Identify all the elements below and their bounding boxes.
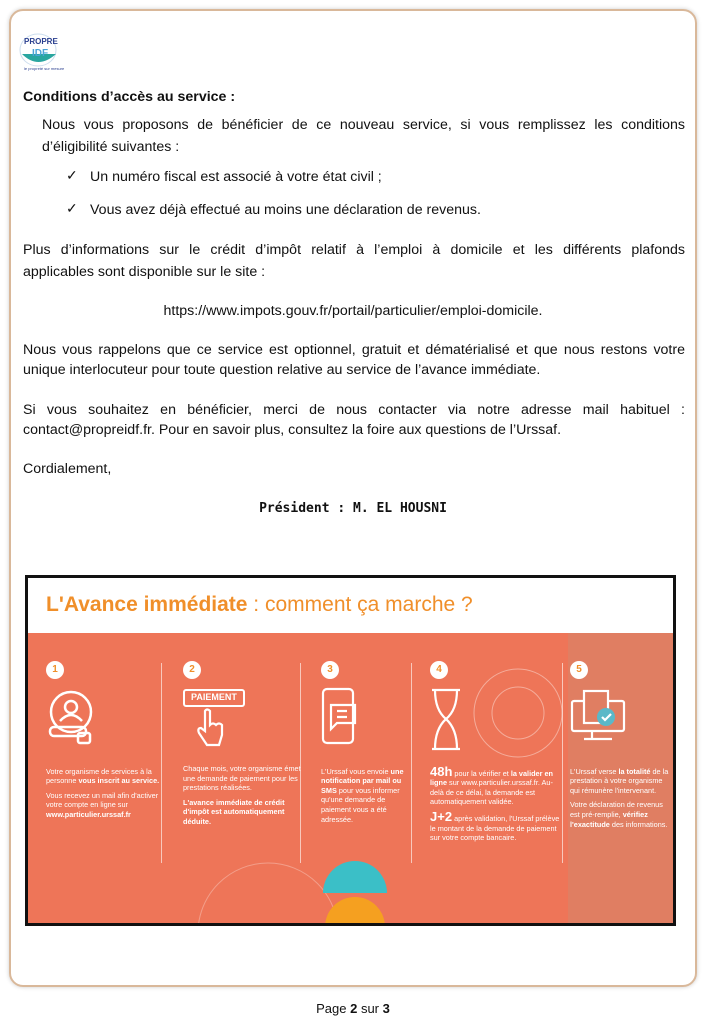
intro-text-2: d’éligibilité suivantes : <box>42 139 180 155</box>
signature: Président : M. EL HOUSNI <box>259 501 447 516</box>
condition-item: Un numéro fiscal est associé à votre état civil ; <box>90 169 382 185</box>
avance-immediate-infographic <box>25 575 676 926</box>
step-1: 1 Votre organisme de services à la personne vous inscrit au service. Vous recevez un mail afin d'activer votre compte en ligne sur www.particulier.urssaf.fr <box>46 661 166 825</box>
step-5: 5 L'Urssaf verse la totalité de la prestation à votre organisme qui rémunère l'intervenant. Votre déclaration de revenus est pré-remplie, vérifiez l'exactitude des informations. <box>570 661 670 834</box>
svg-text:PROPRE: PROPRE <box>24 37 58 46</box>
section-heading: Conditions d’accès au service : <box>23 89 236 105</box>
step-3: 3 L'Urssaf vous envoie une notification par mail ou SMS pour vous informer qu'une demande de paiement vous a été adressée. <box>321 661 411 829</box>
payment-button-hand-icon: PAIEMENT <box>183 687 303 752</box>
computer-check-icon <box>570 687 630 752</box>
step-4: 4 48h pour la vérifier et la valider en ligne sur www.particulier.urssaf.fr. Au-delà de ce délai, la demande est automatiquement validée. J+2 après validation, l'Urssaf prélève le montant de la demande de paiement sur votre compte bancaire. <box>430 661 560 848</box>
page-number: Page 2 sur 3 <box>316 1001 390 1016</box>
closing: Cordialement, <box>23 461 112 477</box>
step-number: 4 <box>430 661 448 679</box>
info-text: Plus d’informations sur le crédit d’impôt relatif à l’emploi à domicile et les différents plafonds <box>23 242 685 258</box>
propre-idf-logo <box>16 24 74 72</box>
checkmark-icon: ✓ <box>66 200 78 216</box>
hourglass-icon <box>430 687 490 752</box>
svg-text:le propreté sur mesure: le propreté sur mesure <box>24 66 65 71</box>
svg-text:IDF: IDF <box>32 48 49 59</box>
reminder-text: Nous vous rappelons que ce service est optionnel, gratuit et dématérialisé et que nous restons votre <box>23 342 685 358</box>
condition-item: Vous avez déjà effectué au moins une déclaration de revenus. <box>90 202 481 218</box>
step-number: 2 <box>183 661 201 679</box>
intro-text: Nous vous proposons de bénéficier de ce nouveau service, si vous remplissez les conditions <box>42 117 685 133</box>
phone-message-icon <box>321 687 381 752</box>
contact-text: Si vous souhaitez en bénéficier, merci de nous contacter via notre adresse mail habituel : <box>23 402 685 418</box>
step-number: 5 <box>570 661 588 679</box>
user-account-lock-icon <box>46 687 106 752</box>
step-number: 3 <box>321 661 339 679</box>
step-number: 1 <box>46 661 64 679</box>
contact-text-2: contact@propreidf.fr. Pour en savoir plus, consultez la foire aux questions de l’Urssaf. <box>23 422 562 438</box>
reminder-text-2: unique interlocuteur pour toute question relative au service de l’avance immédiate. <box>23 362 541 378</box>
checkmark-icon: ✓ <box>66 167 78 183</box>
impots-url-link[interactable]: https://www.impots.gouv.fr/portail/particulier/emploi-domicile. <box>163 303 543 319</box>
step-2: 2 PAIEMENT Chaque mois, votre organisme émet une demande de paiement pour les prestations réalisées. L'avance immédiate de crédit d'impôt est automatiquement déduite. <box>183 661 303 832</box>
info-text-2: applicables sont disponible sur le site : <box>23 264 266 280</box>
decorative-arc <box>188 833 348 926</box>
infographic-title: L'Avance immédiate : comment ça marche ? <box>46 593 473 616</box>
